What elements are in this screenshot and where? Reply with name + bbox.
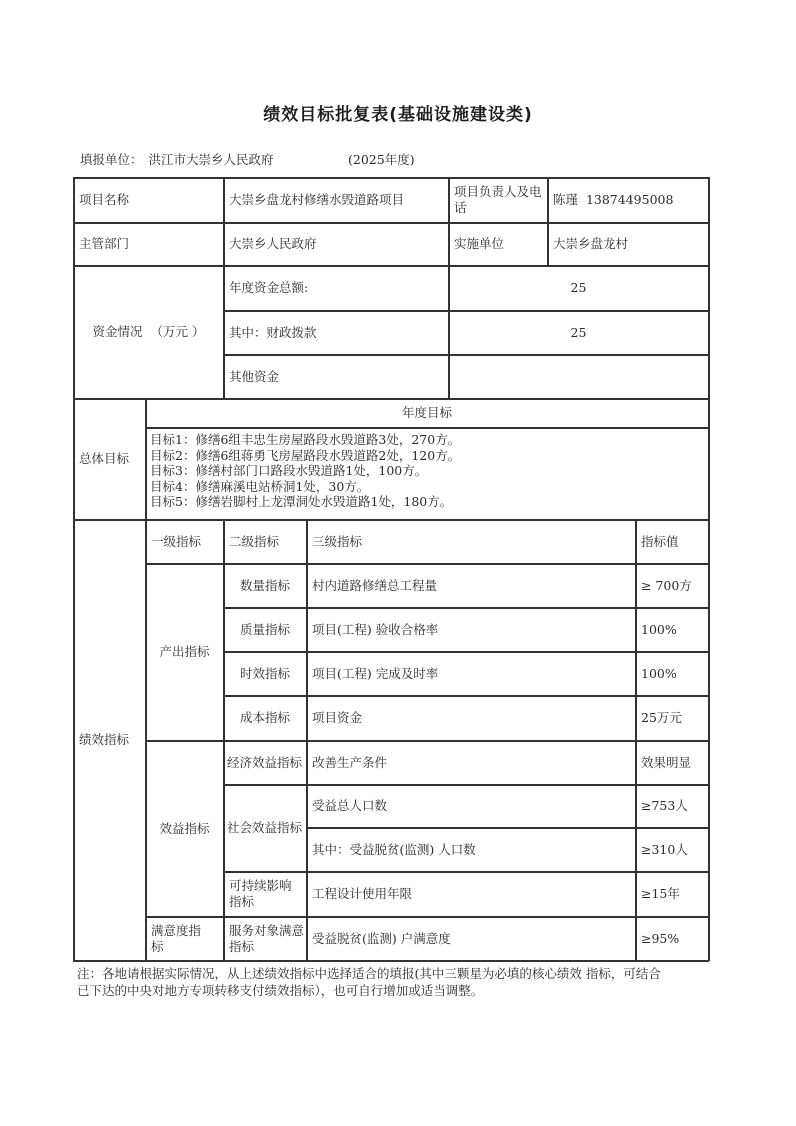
funds-total-value: 25 <box>570 280 587 295</box>
indicator-value: ≥95% <box>641 930 680 946</box>
indicator-value: 100% <box>641 621 677 637</box>
leader-label <box>449 178 547 222</box>
level3-cell: 项目(工程) 验收合格率 <box>312 621 439 637</box>
indicator-value: ≥15年 <box>641 886 680 901</box>
indicator-value: ≥753人 <box>641 798 688 813</box>
level3-cell: 工程设计使用年限 <box>312 886 413 901</box>
project-name-value: 大崇乡盘龙村修缮水毁道路项目 <box>229 192 405 207</box>
funds-fiscal-label: 其中：财政拨款 <box>229 324 317 340</box>
footnote-line2: 已下达的中央对地方专项转移支付绩效指标），也可自行增加或适当调整。 <box>77 983 484 998</box>
performance-label: 绩效指标 <box>79 732 130 747</box>
footnote-line1: 注：各地请根据实际情况，从上述绩效指标中选择适合的填报(其中三颗星为必填的核心绩效 指标，可结合 <box>77 966 661 981</box>
output-indicator-label: 产出指标 <box>159 644 210 659</box>
header-value: 指标值 <box>641 533 679 549</box>
dept-label: 主管部门 <box>79 236 130 251</box>
level2-social: 社会效益指标 <box>227 820 303 835</box>
indicator-value: ≥ 700方 <box>641 577 692 593</box>
funds-total-label: 年度资金总额: <box>229 280 309 295</box>
project-name-label: 项目名称 <box>79 192 130 207</box>
level2-service-line1: 服务对象满意 <box>229 922 305 938</box>
annual-goal-header: 年度目标 <box>401 405 452 420</box>
benefit-indicator-label: 效益指标 <box>159 820 210 836</box>
level2-sustainable <box>224 872 306 916</box>
level2-cost: 成本指标 <box>239 710 290 725</box>
fill-unit-line <box>80 150 415 168</box>
level3-cell: 受益总人口数 <box>312 798 388 813</box>
goal-item: 目标3：修缮村部门口路段水毁道路1处，100方。 <box>150 463 428 478</box>
funds-other-label: 其他资金 <box>229 368 280 384</box>
level2-timeliness: 时效指标 <box>239 665 290 681</box>
funds-fiscal-value: 25 <box>570 324 587 340</box>
goal-item: 目标4：修缮麻溪电站桥洞1处，30方。 <box>150 478 370 494</box>
year-label: (2025年度) <box>348 152 415 167</box>
fill-unit-label: 填报单位： <box>80 152 143 167</box>
satisfaction-indicator-label <box>146 917 223 960</box>
level2-sustainable-line1: 可持续影响 <box>229 878 292 893</box>
indicator-value: 25万元 <box>641 710 682 725</box>
leader-label-line1: 项目负责人及电 <box>454 184 542 199</box>
level3-cell: 村内道路修缮总工程量 <box>312 577 438 593</box>
level3-cell: 其中：受益脱贫(监测) 人口数 <box>312 841 476 857</box>
funds-other-value <box>449 355 708 398</box>
indicator-value: 100% <box>641 665 677 681</box>
level2-sustainable-line2: 指标 <box>229 894 255 909</box>
level3-cell: 项目资金 <box>312 710 363 725</box>
footnote <box>77 965 727 999</box>
goal-item: 目标2：修缮6组蒋勇飞房屋路段水毁道路2处，120方。 <box>150 447 461 463</box>
satisfaction-label-line2: 标 <box>151 938 164 954</box>
goal-item: 目标1：修缮6组丰忠生房屋路段水毁道路3处，270方。 <box>150 432 461 447</box>
funds-label: 资金情况 （万元 ） <box>92 324 205 339</box>
header-level2: 二级指标 <box>229 533 280 549</box>
goal-list <box>150 432 460 510</box>
level2-quantity: 数量指标 <box>239 577 290 593</box>
satisfaction-label-line1: 满意度指 <box>151 922 202 938</box>
level2-economic: 经济效益指标 <box>227 754 303 770</box>
table-border <box>708 177 710 961</box>
dept-value: 大崇乡人民政府 <box>229 236 317 251</box>
level2-service-line2: 指标 <box>229 938 255 954</box>
indicator-value: ≥310人 <box>641 841 688 857</box>
level3-cell: 项目(工程) 完成及时率 <box>312 665 439 681</box>
leader-value: 陈瑾 13874495008 <box>553 192 674 207</box>
level3-cell: 受益脱贫(监测) 户满意度 <box>312 930 451 946</box>
leader-label-line2: 话 <box>454 200 467 215</box>
page-title: 绩效目标批复表(基础设施建设类) <box>263 105 533 125</box>
fill-unit-value: 洪江市大崇乡人民政府 <box>148 152 274 167</box>
row-divider <box>145 427 709 429</box>
indicator-value: 效果明显 <box>641 754 692 770</box>
table-border <box>73 960 709 962</box>
level2-service-satisfaction <box>224 917 306 960</box>
impl-label: 实施单位 <box>454 236 505 251</box>
goal-item: 目标5：修缮岩脚村上龙潭洞处水毁道路1处，180方。 <box>150 494 453 509</box>
impl-value: 大崇乡盘龙村 <box>553 236 629 251</box>
header-level3: 三级指标 <box>312 533 363 549</box>
header-level1: 一级指标 <box>151 533 202 549</box>
overall-goal-label: 总体目标 <box>79 451 130 466</box>
level2-quality: 质量指标 <box>239 621 290 637</box>
level3-cell: 改善生产条件 <box>312 754 388 770</box>
